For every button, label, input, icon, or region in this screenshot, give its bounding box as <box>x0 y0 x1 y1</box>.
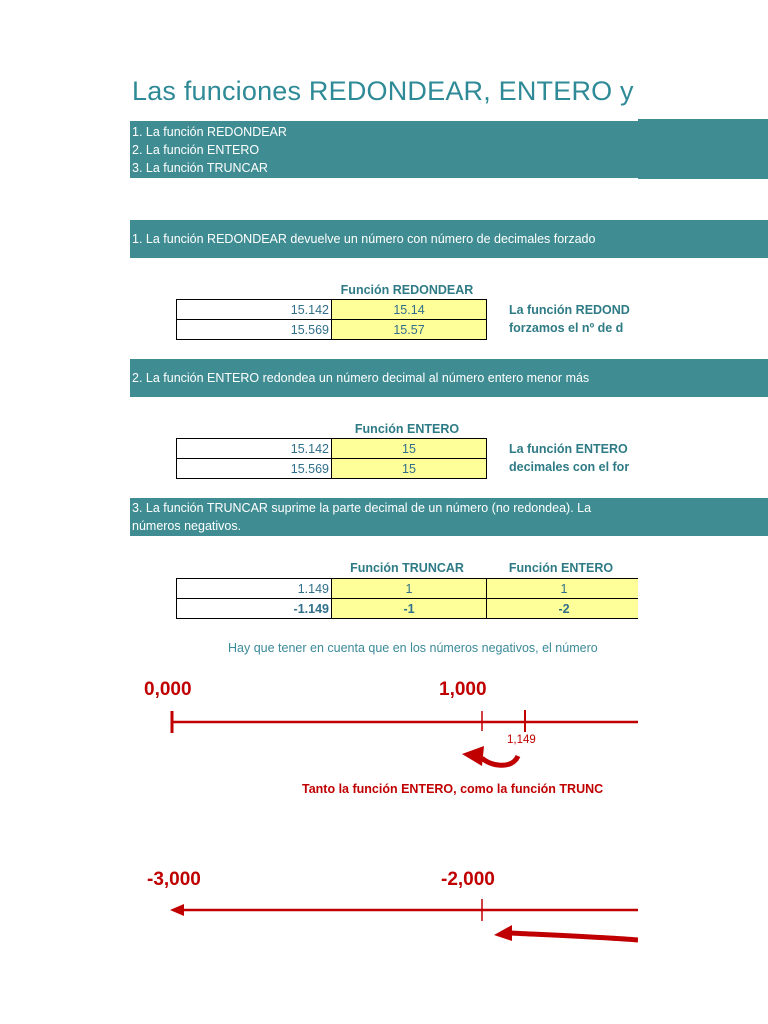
section1-note-line: La función REDOND <box>509 303 630 317</box>
cutoff-mask <box>638 258 768 359</box>
truncar-result-cell[interactable]: 1 <box>332 579 487 599</box>
truncar-input-cell[interactable]: -1.149 <box>177 599 332 619</box>
redondear-input-cell[interactable]: 15.142 <box>177 300 332 320</box>
cutoff-mask <box>638 190 768 220</box>
table-row <box>177 439 487 459</box>
negative-numbers-hint: Hay que tener en cuenta que en los números negativos, el número <box>228 641 598 655</box>
toc-band-extension <box>638 119 768 179</box>
toc-band <box>130 121 638 178</box>
section3-heading <box>130 498 768 536</box>
arrow-head-icon <box>462 746 484 766</box>
section1-heading <box>130 220 768 258</box>
arrow-head-icon <box>494 925 512 941</box>
truncar-input-cell[interactable]: 1.149 <box>177 579 332 599</box>
section2-note-line: decimales con el for <box>509 460 630 474</box>
section3-heading-line: 3. La función TRUNCAR suprime la parte decimal de un número (no redondea). La <box>132 501 592 515</box>
entero-column-header: Función ENTERO <box>354 422 460 436</box>
section2-heading <box>130 359 768 397</box>
table-row <box>177 320 487 340</box>
cutoff-mask <box>638 536 768 1024</box>
entero-compare-result-cell[interactable]: 1 <box>487 579 642 599</box>
long-arrow-icon <box>510 933 638 940</box>
entero-input-cell[interactable]: 15.569 <box>177 459 332 479</box>
redondear-result-cell[interactable]: 15.57 <box>332 320 487 340</box>
section2-heading-text: 2. La función ENTERO redondea un número decimal al número entero menor más <box>132 371 590 385</box>
entero-result-cell[interactable]: 15 <box>332 439 487 459</box>
arrow-left-icon <box>170 904 184 916</box>
toc-item-entero[interactable]: 2. La función ENTERO <box>132 143 260 157</box>
numberline-label-one: 1,000 <box>439 679 487 700</box>
numberline-marker-label: 1,149 <box>507 734 536 746</box>
truncar-column-header: Función TRUNCAR <box>350 561 464 575</box>
table-row <box>177 300 487 320</box>
toc-item-redondear[interactable]: 1. La función REDONDEAR <box>132 125 287 139</box>
cutoff-mask <box>638 397 768 498</box>
numberline-label-minus-three: -3,000 <box>147 869 201 890</box>
redondear-input-cell[interactable]: 15.569 <box>177 320 332 340</box>
table-row <box>177 599 642 619</box>
truncar-table <box>176 578 642 619</box>
numberline-label-zero: 0,000 <box>144 679 192 700</box>
numberline-caption: Tanto la función ENTERO, como la función TRUNC <box>302 782 604 796</box>
section3-heading-line: números negativos. <box>132 519 242 533</box>
entero-table <box>176 438 487 479</box>
redondear-column-header: Función REDONDEAR <box>340 283 474 297</box>
section2-note-line: La función ENTERO <box>509 442 628 456</box>
entero-compare-result-cell[interactable]: -2 <box>487 599 642 619</box>
entero-compare-column-header: Función ENTERO <box>508 561 614 575</box>
truncar-result-cell[interactable]: -1 <box>332 599 487 619</box>
curved-arrow-icon <box>482 756 518 765</box>
redondear-result-cell[interactable]: 15.14 <box>332 300 487 320</box>
section1-note-line: forzamos el nº de d <box>509 321 624 335</box>
toc-item-truncar[interactable]: 3. La función TRUNCAR <box>132 161 268 175</box>
section1-heading-text: 1. La función REDONDEAR devuelve un número con número de decimales forzado <box>132 232 596 246</box>
entero-input-cell[interactable]: 15.142 <box>177 439 332 459</box>
redondear-table <box>176 299 487 340</box>
table-row <box>177 579 642 599</box>
page-title: Las funciones REDONDEAR, ENTERO y <box>132 76 634 106</box>
negative-number-line <box>160 895 640 955</box>
table-row <box>177 459 487 479</box>
positive-number-line <box>160 700 640 780</box>
numberline-label-minus-two: -2,000 <box>441 869 495 890</box>
entero-result-cell[interactable]: 15 <box>332 459 487 479</box>
